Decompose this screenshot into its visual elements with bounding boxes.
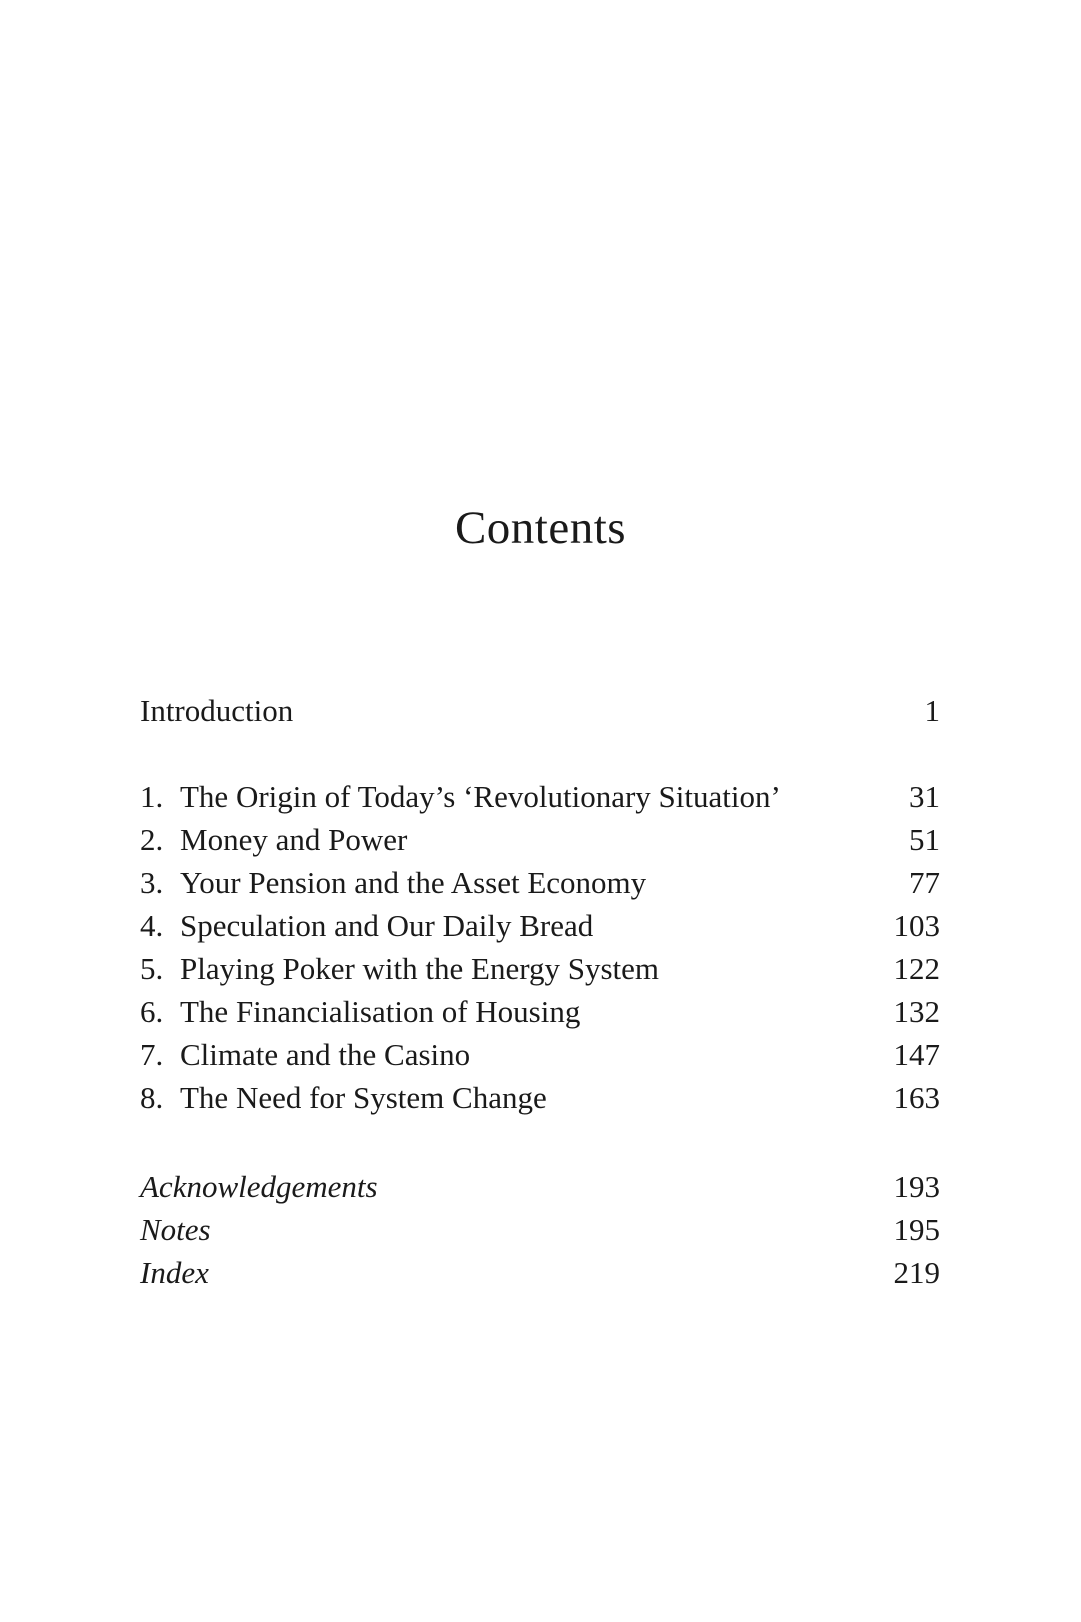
toc-entry-page-number: 193 (893, 1169, 940, 1204)
toc-entry-introduction (140, 689, 940, 732)
toc-entry-number: 1. (140, 779, 164, 814)
toc-entry-page-number: 31 (909, 779, 940, 814)
toc-entry-chapter (140, 861, 940, 904)
toc-entry-label: Money and Power (180, 822, 408, 857)
toc-entry-number: 6. (140, 994, 164, 1029)
toc-entry-chapter (140, 1076, 940, 1119)
toc-entry-label: Index (140, 1255, 209, 1290)
toc-entry-chapter (140, 775, 940, 818)
toc-back-matter-list (140, 1165, 940, 1294)
toc-entry-label: Playing Poker with the Energy System (180, 951, 660, 986)
toc-entry-label: The Origin of Today’s ‘Revolutionary Situation’ (180, 779, 781, 814)
toc-chapter-list (140, 775, 940, 1119)
toc-entry-page-number: 195 (893, 1212, 940, 1247)
toc-entry-index (140, 1251, 940, 1294)
toc-entry-label: Climate and the Casino (180, 1037, 471, 1072)
toc-entry-page-number: 122 (893, 951, 940, 986)
toc-entry-label: The Need for System Change (180, 1080, 547, 1115)
toc-entry-chapter (140, 818, 940, 861)
toc-entry-label: Speculation and Our Daily Bread (180, 908, 594, 943)
toc-entry-chapter (140, 904, 940, 947)
toc-entry-label: Notes (140, 1212, 211, 1247)
toc-entry-notes (140, 1208, 940, 1251)
toc-entry-page-number: 51 (909, 822, 940, 857)
page-title: Contents (454, 502, 627, 554)
toc-entry-chapter (140, 990, 940, 1033)
toc-entry-page-number: 132 (893, 994, 940, 1029)
toc-entry-page-number: 1 (924, 693, 940, 728)
toc-entry-page-number: 147 (893, 1037, 940, 1072)
toc-entry-acknowledgements (140, 1165, 940, 1208)
toc-entry-chapter (140, 1033, 940, 1076)
toc-introduction-section (140, 689, 940, 732)
toc-entry-page-number: 219 (893, 1255, 940, 1290)
toc-entry-number: 3. (140, 865, 164, 900)
toc-entry-number: 2. (140, 822, 164, 857)
toc-entry-page-number: 163 (893, 1080, 940, 1115)
toc-entry-number: 8. (140, 1080, 164, 1115)
toc-entry-number: 7. (140, 1037, 164, 1072)
toc-entry-chapter (140, 947, 940, 990)
toc-entry-number: 5. (140, 951, 164, 986)
toc-entry-page-number: 77 (909, 865, 940, 900)
toc-entry-page-number: 103 (893, 908, 940, 943)
toc-entry-label: Introduction (140, 693, 294, 728)
toc-entry-number: 4. (140, 908, 164, 943)
toc-entry-label: Your Pension and the Asset Economy (180, 865, 647, 900)
toc-entry-label: Acknowledgements (140, 1169, 378, 1204)
toc-entry-label: The Financialisation of Housing (180, 994, 581, 1029)
